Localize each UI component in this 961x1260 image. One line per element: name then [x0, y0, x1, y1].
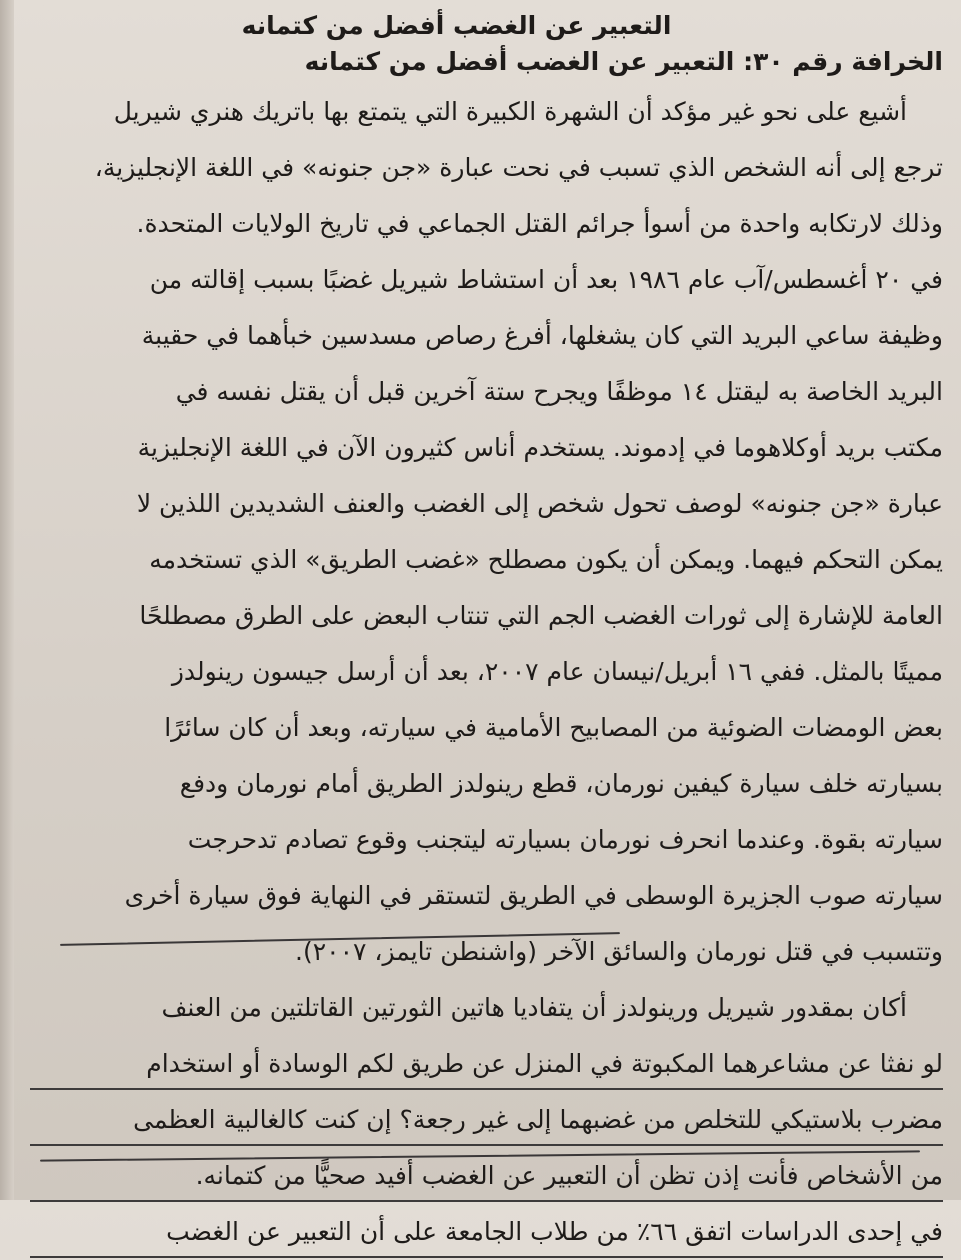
text-line: بسيارته خلف سيارة كيفين نورمان، قطع رينولدز الطريق أمام نورمان ودفع — [179, 769, 943, 798]
underlined-text-line: لو نفثا عن مشاعرهما المكبوتة في المنزل عن طريق لكم الوسادة أو استخدام — [30, 1036, 943, 1092]
text-line: مميتًا بالمثل. ففي ١٦ أبريل/نيسان عام ٢٠٠٧، بعد أن أرسل جيسون رينولدز — [171, 657, 943, 686]
text-line: مكتب بريد أوكلاهوما في إدموند. يستخدم أناس كثيرون الآن في اللغة الإنجليزية — [137, 433, 943, 462]
text-line: البريد الخاصة به ليقتل ١٤ موظفًا ويجرح ستة آخرين قبل أن يقتل نفسه في — [175, 377, 943, 406]
text-line: أكان بمقدور شيريل ورينولدز أن يتفاديا هاتين الثورتين القاتلتين من العنف — [161, 993, 907, 1022]
text-line: في ٢٠ أغسطس/آب عام ١٩٨٦ بعد أن استشاط شيريل غضبًا بسبب إقالته من — [149, 265, 943, 294]
text-line: أشيع على نحو غير مؤكد أن الشهرة الكبيرة التي يتمتع بها باتريك هنري شيريل — [113, 97, 907, 126]
underlined-text-line: في إحدى الدراسات اتفق ٦٦٪ من طلاب الجامعة على أن التعبير عن الغضب — [30, 1204, 943, 1260]
underlined-text-line: من الأشخاص فأنت إذن تظن أن التعبير عن الغضب أفيد صحيًّا من كتمانه. — [30, 1148, 943, 1204]
text-line: عبارة «جن جنونه» لوصف تحول شخص إلى الغضب والعنف الشديدين اللذين لا — [136, 489, 943, 518]
paragraph-2 — [30, 980, 943, 1260]
text-line: وظيفة ساعي البريد التي كان يشغلها، أفرغ رصاص مسدسين خبأهما في حقيبة — [141, 321, 943, 350]
myth-heading: الخرافة رقم ٣٠: التعبير عن الغضب أفضل من كتمانه — [304, 47, 943, 76]
text-line: ترجع إلى أنه الشخص الذي تسبب في نحت عبارة «جن جنونه» في اللغة الإنجليزية، — [94, 153, 943, 182]
text-line: سيارته صوب الجزيرة الوسطى في الطريق لتستقر في النهاية فوق سيارة أخرى — [124, 881, 943, 910]
text-line: سيارته بقوة. وعندما انحرف نورمان بسيارته ليتجنب وقوع تصادم تدحرجت — [187, 825, 943, 854]
text-line: بعض الومضات الضوئية من المصابيح الأمامية في سيارته، وبعد أن كان سائرًا — [164, 713, 943, 742]
text-line: يمكن التحكم فيهما. ويمكن أن يكون مصطلح «غضب الطريق» الذي تستخدمه — [149, 545, 943, 574]
text-line: العامة للإشارة إلى ثورات الغضب الجم التي تنتاب البعض على الطرق مصطلحًا — [139, 601, 943, 630]
chapter-title: التعبير عن الغضب أفضل من كتمانه — [241, 11, 672, 40]
underlined-text-line: مضرب بلاستيكي للتخلص من غضبهما إلى غير رجعة؟ إن كنت كالغالبية العظمى — [30, 1092, 943, 1148]
text-line: وذلك لارتكابه واحدة من أسوأ جرائم القتل الجماعي في تاريخ الولايات المتحدة. — [136, 209, 943, 238]
paragraph-1 — [30, 84, 943, 980]
text-line: وتتسبب في قتل نورمان والسائق الآخر (واشنطن تايمز، ٢٠٠٧). — [295, 937, 943, 966]
